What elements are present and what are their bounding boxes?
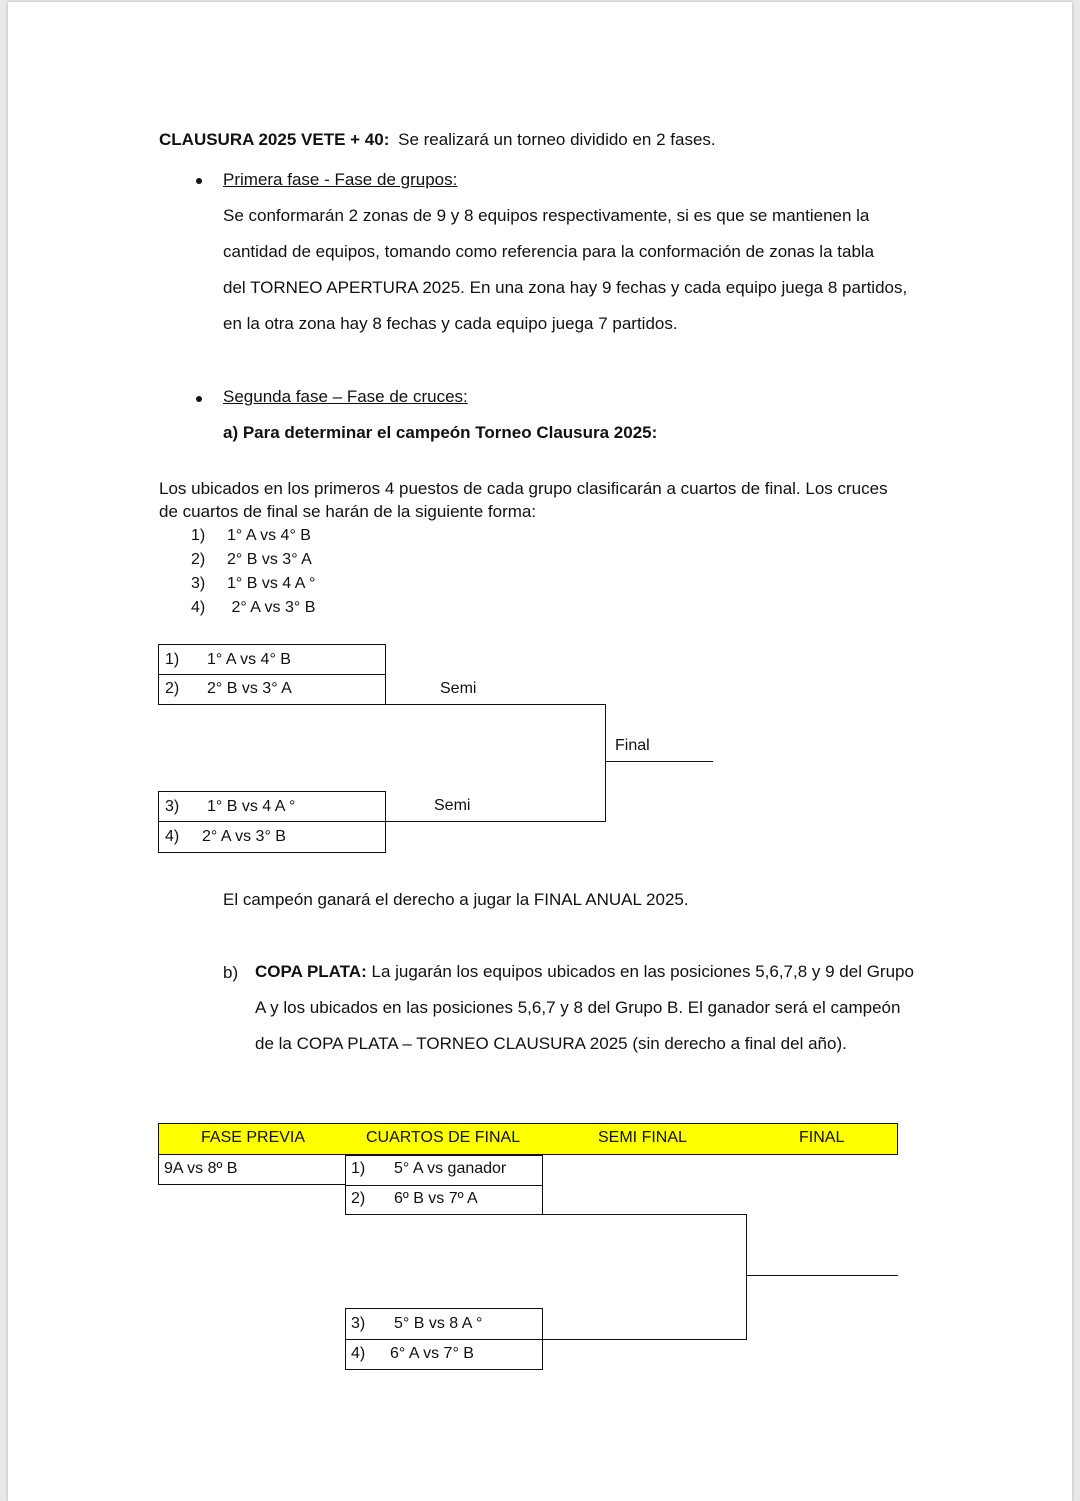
semi-label-bottom: Semi <box>434 797 471 814</box>
bracket-divider <box>345 1339 543 1340</box>
final-label: Final <box>615 737 650 754</box>
bracket-row-match: 6º B vs 7º A <box>394 1190 478 1207</box>
semi-connector <box>746 1214 747 1340</box>
cuartos-intro-line: Los ubicados en los primeros 4 puestos de cada grupo clasificarán a cuartos de final. Los cruces <box>159 479 888 498</box>
semi-line-bottom <box>386 821 606 822</box>
copa-plata-line: A y los ubicados en las posiciones 5,6,7 y 8 del Grupo B. El ganador será el campeón <box>255 998 901 1017</box>
semi-line-top <box>386 704 606 705</box>
final-line <box>746 1275 898 1276</box>
copa-plata-line: COPA PLATA: La jugarán los equipos ubicados en las posiciones 5,6,7,8 y 9 del Grupo <box>255 962 914 981</box>
primera-fase-line: del TORNEO APERTURA 2025. En una zona hay 9 fechas y cada equipo juega 8 partidos, <box>223 278 908 297</box>
bracket-divider <box>158 821 386 822</box>
bracket-row-num: 4) <box>165 828 180 845</box>
bracket-row-num: 1) <box>165 651 180 668</box>
header-cuartos: CUARTOS DE FINAL <box>366 1129 521 1146</box>
copa-plata-line: de la COPA PLATA – TORNEO CLAUSURA 2025 (sin derecho a final del año). <box>255 1034 847 1053</box>
document-page <box>8 2 1072 1501</box>
semi-label-top: Semi <box>440 680 477 697</box>
cuartos-intro-line: de cuartos de final se harán de la siguiente forma: <box>159 502 537 521</box>
bracket-row-match: 2° B vs 3° A <box>207 680 292 697</box>
bracket-divider <box>345 1185 543 1186</box>
sub-a-heading: a) Para determinar el campeón Torneo Clausura 2025: <box>223 423 658 442</box>
title-rest: Se realizará un torneo dividido en 2 fases. <box>398 130 716 149</box>
header-fase-previa: FASE PREVIA <box>201 1129 306 1146</box>
semi-line-top <box>543 1214 747 1215</box>
bracket-row-num: 3) <box>165 798 180 815</box>
champion-note: El campeón ganará el derecho a jugar la FINAL ANUAL 2025. <box>223 890 689 909</box>
bracket-row-match: 1° B vs 4 A ° <box>207 798 296 815</box>
bullet-segunda-fase <box>196 396 202 402</box>
bracket-row-match: 1° A vs 4° B <box>207 651 291 668</box>
copa-plata-prefix: b) <box>223 963 239 982</box>
previa-border <box>158 1155 159 1185</box>
primera-fase-heading: Primera fase - Fase de grupos: <box>223 170 458 189</box>
list-item: 1) 1° A vs 4° B <box>191 527 311 544</box>
bracket-row-match: 6° A vs 7° B <box>390 1345 474 1362</box>
bracket-row-num: 3) <box>351 1315 366 1332</box>
list-item: 2) 2° B vs 3° A <box>191 551 312 568</box>
list-item: 4) 2° A vs 3° B <box>191 599 316 616</box>
primera-fase-line: en la otra zona hay 8 fechas y cada equipo juega 7 partidos. <box>223 314 678 333</box>
header-final: FINAL <box>799 1129 845 1146</box>
semi-line-bottom <box>543 1339 747 1340</box>
semi-connector <box>605 704 606 822</box>
cuartos-intro <box>159 477 921 523</box>
bracket-row-match: 5° B vs 8 A ° <box>394 1315 483 1332</box>
segunda-fase-heading: Segunda fase – Fase de cruces: <box>223 387 468 406</box>
bracket-divider <box>158 674 386 675</box>
title-bold: CLAUSURA 2025 VETE + 40: <box>159 130 390 149</box>
primera-fase-text <box>223 198 921 342</box>
bullet-primera-fase <box>196 178 202 184</box>
list-item: 3) 1° B vs 4 A ° <box>191 575 316 592</box>
previa-border <box>158 1184 345 1185</box>
bracket-row-num: 4) <box>351 1345 366 1362</box>
header-semi-final: SEMI FINAL <box>598 1129 687 1146</box>
bracket-row-num: 2) <box>165 680 180 697</box>
bracket-row-match: 2° A vs 3° B <box>202 828 286 845</box>
primera-fase-line: Se conformarán 2 zonas de 9 y 8 equipos respectivamente, si es que se mantienen la <box>223 206 870 225</box>
bracket-row-match: 5° A vs ganador <box>394 1160 507 1177</box>
bracket-row-num: 1) <box>351 1160 366 1177</box>
primera-fase-line: cantidad de equipos, tomando como referencia para la conformación de zonas la tabla <box>223 242 875 261</box>
previa-match: 9A vs 8º B <box>164 1160 238 1177</box>
bracket-row-num: 2) <box>351 1190 366 1207</box>
final-line <box>605 761 713 762</box>
cuartos-list <box>191 524 315 620</box>
title-line <box>159 130 716 150</box>
copa-plata-text <box>255 954 921 1062</box>
